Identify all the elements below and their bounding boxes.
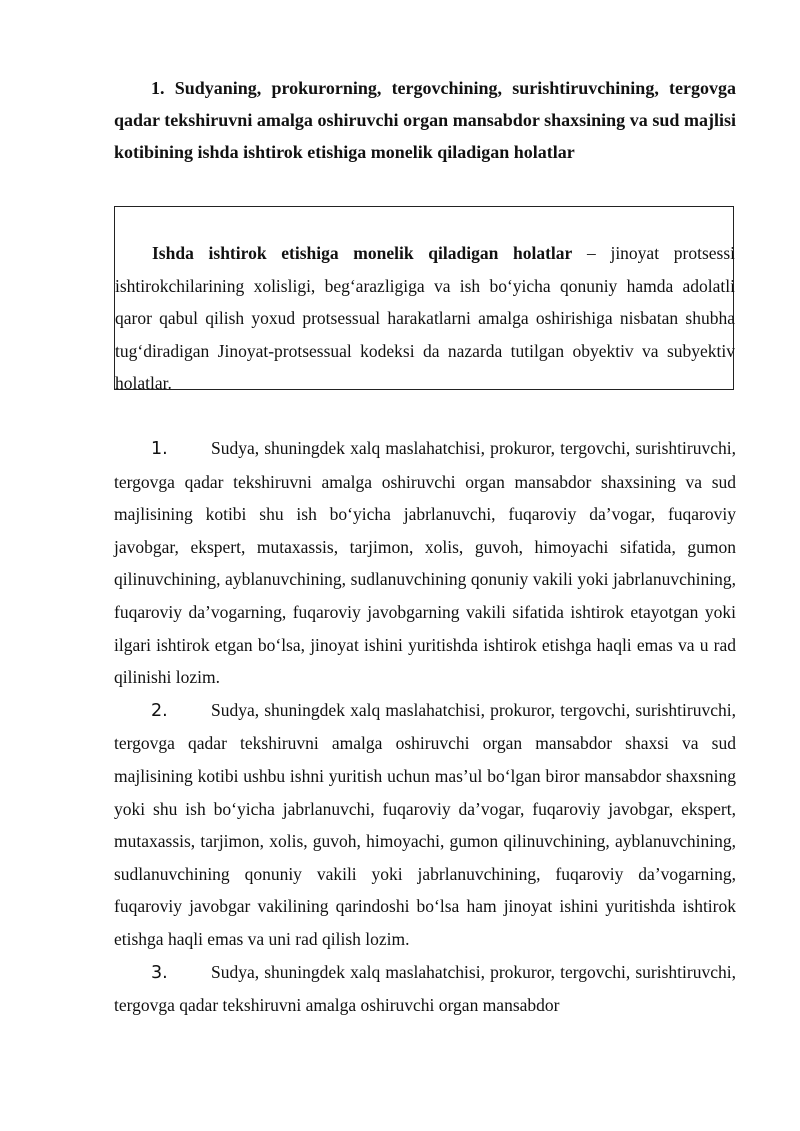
paragraph-2 (114, 694, 736, 956)
definition-box (114, 206, 735, 393)
paragraph-text: Sudya, shuningdek xalq maslahatchisi, prokuror, tergovchi, surishtiruvchi, tergovga qadar tekshiruvni amalga oshiruvchi organ mansabdor (114, 961, 736, 1016)
section-heading (114, 72, 736, 168)
article-body (114, 432, 736, 1022)
paragraph-1 (114, 432, 736, 694)
definition-term: Ishda ishtirok etishiga monelik qiladigan holatlar (152, 243, 573, 263)
definition-body: jinoyat protsessi ishtirokchilarining xolisligi, beg‘arazligiga va ish bo‘yicha qonuniy hamda adolatli qaror qabul qilish yoxud protsessual harakatlarni amalga oshirishiga nisbatan shubha tug‘diradigan Jinoyat-protsessual kodeksi da nazarda tutilgan obyektiv va subyektiv holatlar. (115, 243, 735, 393)
section-heading-text: 1. Sudyaning, prokurorning, tergovchining, surishtiruvchining, tergovga qadar tekshiruvni amalga oshiruvchi organ mansabdor shaxsining va sud majlisi kotibining ishda ishtirok etishiga monelik qiladigan holatlar (114, 78, 736, 162)
paragraph-number: 1. (151, 439, 168, 459)
paragraph-text: Sudya, shuningdek xalq maslahatchisi, prokuror, tergovchi, surishtiruvchi, tergovga qadar tekshiruvni amalga oshiruvchi organ mansabdor shaxsining va sud majlisining kotibi shu ish bo‘yicha jabrlanuvchi, fuqaroviy da’vogar, fuqaroviy javobgar, ekspert, mutaxassis, tarjimon, xolis, guvoh, himoyachi sifatida, gumon qilinuvchining, ayblanuvchining, sudlanuvchining qonuniy vakili yoki jabrlanuvchining, fuqaroviy da’vogarning, fuqaroviy javobgarning vakili sifatida ishtirok etayotgan yoki ilgari ishtirok etgan bo‘lsa, jinoyat ishini yuritishda ishtirok etishga haqli emas va u rad qilinishi lozim. (114, 438, 736, 688)
paragraph-3 (114, 956, 736, 1022)
definition-dash: – (572, 243, 611, 263)
definition-text (115, 237, 735, 400)
paragraph-number: 3. (151, 962, 168, 983)
paragraph-text: Sudya, shuningdek xalq maslahatchisi, prokuror, tergovchi, surishtiruvchi, tergovga qadar tekshiruvni amalga oshiruvchi organ mansabdor shaxsi va sud majlisining kotibi ushbu ishni yuritish uchun mas’ul bo‘lgan biror mansabdor shaxsning yoki shu ish bo‘yicha jabrlanuvchi, fuqaroviy da’vogar, fuqaroviy javobgar, ekspert, mutaxassis, tarjimon, xolis, guvoh, himoyachi, gumon qilinuvchining, ayblanuvchining, sudlanuvchining qonuniy vakili yoki jabrlanuvchining, fuqaroviy da’vogarning, fuqaroviy javobgar vakilining qarindoshi bo‘lsa ham jinoyat ishini yuritishda ishtirok etishga haqli emas va uni rad qilish lozim. (114, 699, 736, 949)
paragraph-number: 2. (151, 700, 168, 721)
